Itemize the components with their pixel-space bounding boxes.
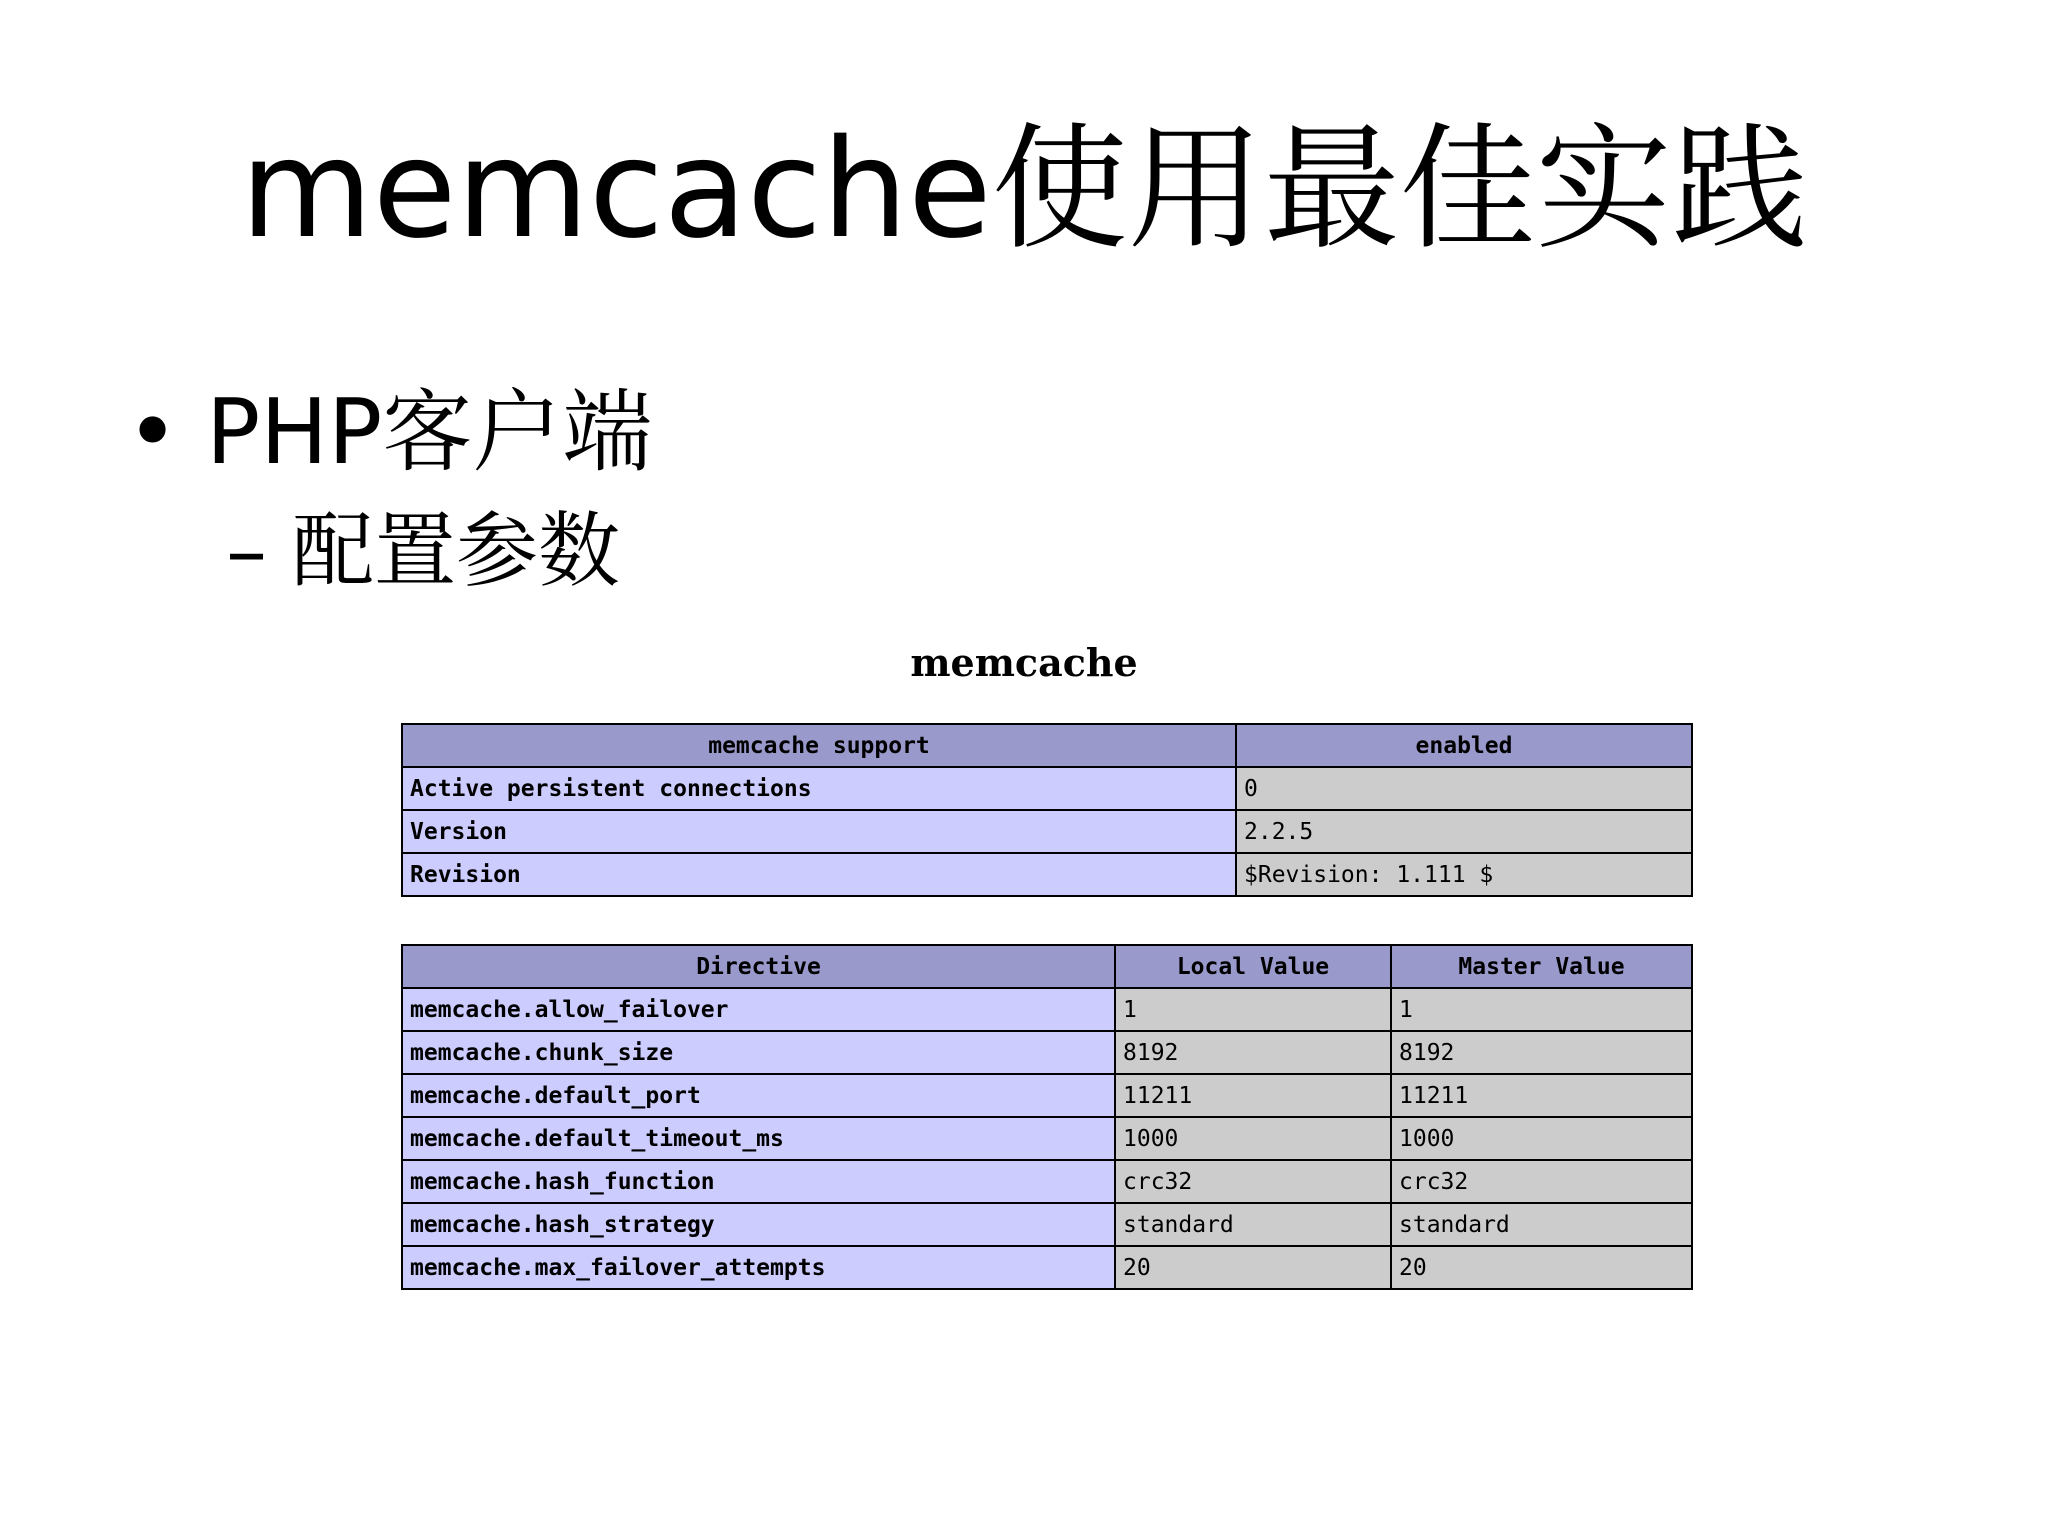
directive-name-cell: memcache.allow_failover [402, 988, 1115, 1031]
local-value-cell: crc32 [1115, 1160, 1391, 1203]
directive-name-cell: memcache.hash_function [402, 1160, 1115, 1203]
table-row [402, 767, 1692, 810]
support-label-cell: Version [402, 810, 1236, 853]
memcache-support-table [401, 723, 1693, 897]
master-value-cell: 11211 [1391, 1074, 1692, 1117]
local-value-cell: 20 [1115, 1246, 1391, 1289]
directive-name-cell: memcache.hash_strategy [402, 1203, 1115, 1246]
table-row [402, 1074, 1692, 1117]
table-row [402, 1246, 1692, 1289]
support-value-cell: 0 [1236, 767, 1692, 810]
support-value-cell: $Revision: 1.111 $ [1236, 853, 1692, 896]
bullet-php-client [126, 378, 652, 488]
directive-header-cell: Directive [402, 945, 1115, 988]
bullet-php-client-label: PHP客户端 [206, 380, 653, 485]
bullet-dot-icon: • [126, 380, 180, 485]
local-value-cell: 1000 [1115, 1117, 1391, 1160]
table-row [402, 1117, 1692, 1160]
local-value-cell: 11211 [1115, 1074, 1391, 1117]
local-value-cell: 1 [1115, 988, 1391, 1031]
directive-name-cell: memcache.default_port [402, 1074, 1115, 1117]
directive-header-row [402, 945, 1692, 988]
bullet-config-params [226, 502, 620, 602]
bullet-config-params-label: 配置参数 [292, 504, 621, 599]
master-value-cell: 20 [1391, 1246, 1692, 1289]
module-heading: memcache [910, 640, 1138, 685]
support-label-cell: Revision [402, 853, 1236, 896]
bullet-dash-icon: – [226, 504, 267, 599]
memcache-directive-table [401, 944, 1693, 1290]
directive-name-cell: memcache.default_timeout_ms [402, 1117, 1115, 1160]
table-row [402, 1031, 1692, 1074]
table-row [402, 1160, 1692, 1203]
table-row [402, 1203, 1692, 1246]
table-row [402, 988, 1692, 1031]
master-value-cell: standard [1391, 1203, 1692, 1246]
support-header-cell: enabled [1236, 724, 1692, 767]
table-row [402, 810, 1692, 853]
support-label-cell: Active persistent connections [402, 767, 1236, 810]
master-value-cell: 1 [1391, 988, 1692, 1031]
master-value-cell: 1000 [1391, 1117, 1692, 1160]
support-header-cell: memcache support [402, 724, 1236, 767]
directive-name-cell: memcache.max_failover_attempts [402, 1246, 1115, 1289]
table-row [402, 853, 1692, 896]
master-value-cell: crc32 [1391, 1160, 1692, 1203]
local-value-cell: standard [1115, 1203, 1391, 1246]
master-value-cell: 8192 [1391, 1031, 1692, 1074]
support-header-row [402, 724, 1692, 767]
local-value-header-cell: Local Value [1115, 945, 1391, 988]
master-value-header-cell: Master Value [1391, 945, 1692, 988]
local-value-cell: 8192 [1115, 1031, 1391, 1074]
support-value-cell: 2.2.5 [1236, 810, 1692, 853]
directive-name-cell: memcache.chunk_size [402, 1031, 1115, 1074]
slide-title: memcache使用最佳实践 [240, 111, 1808, 269]
